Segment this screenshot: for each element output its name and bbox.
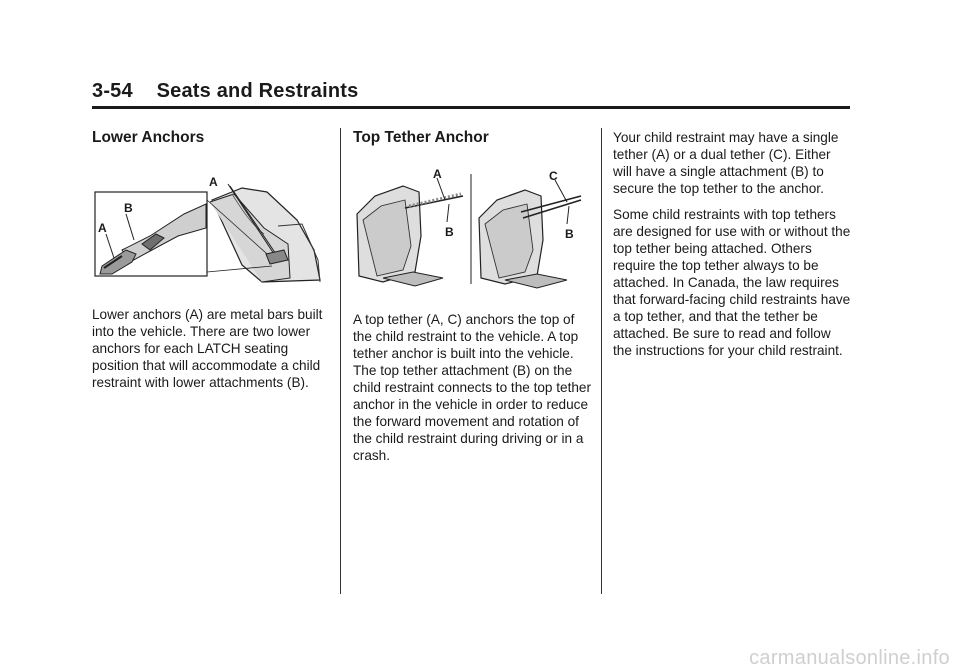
top-tether-illustration [353, 166, 589, 290]
fig2-label-b-right: B [565, 227, 574, 241]
watermark: carmanualsonline.info [749, 647, 950, 669]
fig1-label-a-left: A [98, 221, 107, 235]
fig2-label-b-left: B [445, 225, 454, 239]
column-lower-anchors [92, 128, 328, 148]
lower-anchors-paragraph: Lower anchors (A) are metal bars built into the vehicle. There are two lower anchors for each LATCH seating position that will accommodate a child restraint with lower attachments (B). [92, 307, 323, 390]
fig1-label-a-top: A [209, 175, 218, 189]
page-header [92, 80, 358, 103]
fig1-label-b: B [124, 201, 133, 215]
fig2-label-a: A [433, 167, 442, 181]
page-number: 3-54 [92, 80, 133, 102]
top-tether-paragraph: A top tether (A, C) anchors the top of the child restraint to the vehicle. A top tether anchor is built into the vehicle. The top tether attachment (B) on the child restraint connects to the top tether anchor in the vehicle in order to reduce the forward movement and rotation of the child restraint during driving or in a crash. [353, 312, 592, 463]
tether-paragraph-2: Some child restraints with top tethers are designed for use with or without the top tether being attached. Others require the top tether always to be attached. In Canada, the law requires that forward-facing child restraints have a top tether, and that the tether be attached. Be sure to read and follow the instructions for your child restraint. [613, 207, 851, 358]
top-tether-text [353, 311, 593, 464]
column-divider-2 [601, 128, 602, 594]
lower-anchors-svg [92, 170, 328, 292]
column-top-tether [353, 128, 589, 148]
fig2-label-c: C [549, 169, 558, 183]
top-tether-heading: Top Tether Anchor [353, 129, 489, 146]
column-divider-1 [340, 128, 341, 594]
header-rule [92, 106, 850, 109]
column-tether-details [613, 129, 853, 359]
lower-anchors-text [92, 306, 332, 391]
tether-paragraph-1: Your child restraint may have a single tether (A) or a dual tether (C). Either will have a single attachment (B) to secure the top tether to the anchor. [613, 130, 839, 196]
section-title: Seats and Restraints [156, 80, 359, 102]
top-tether-svg [353, 166, 589, 290]
lower-anchors-illustration [92, 170, 328, 292]
lower-anchors-heading: Lower Anchors [92, 129, 205, 146]
